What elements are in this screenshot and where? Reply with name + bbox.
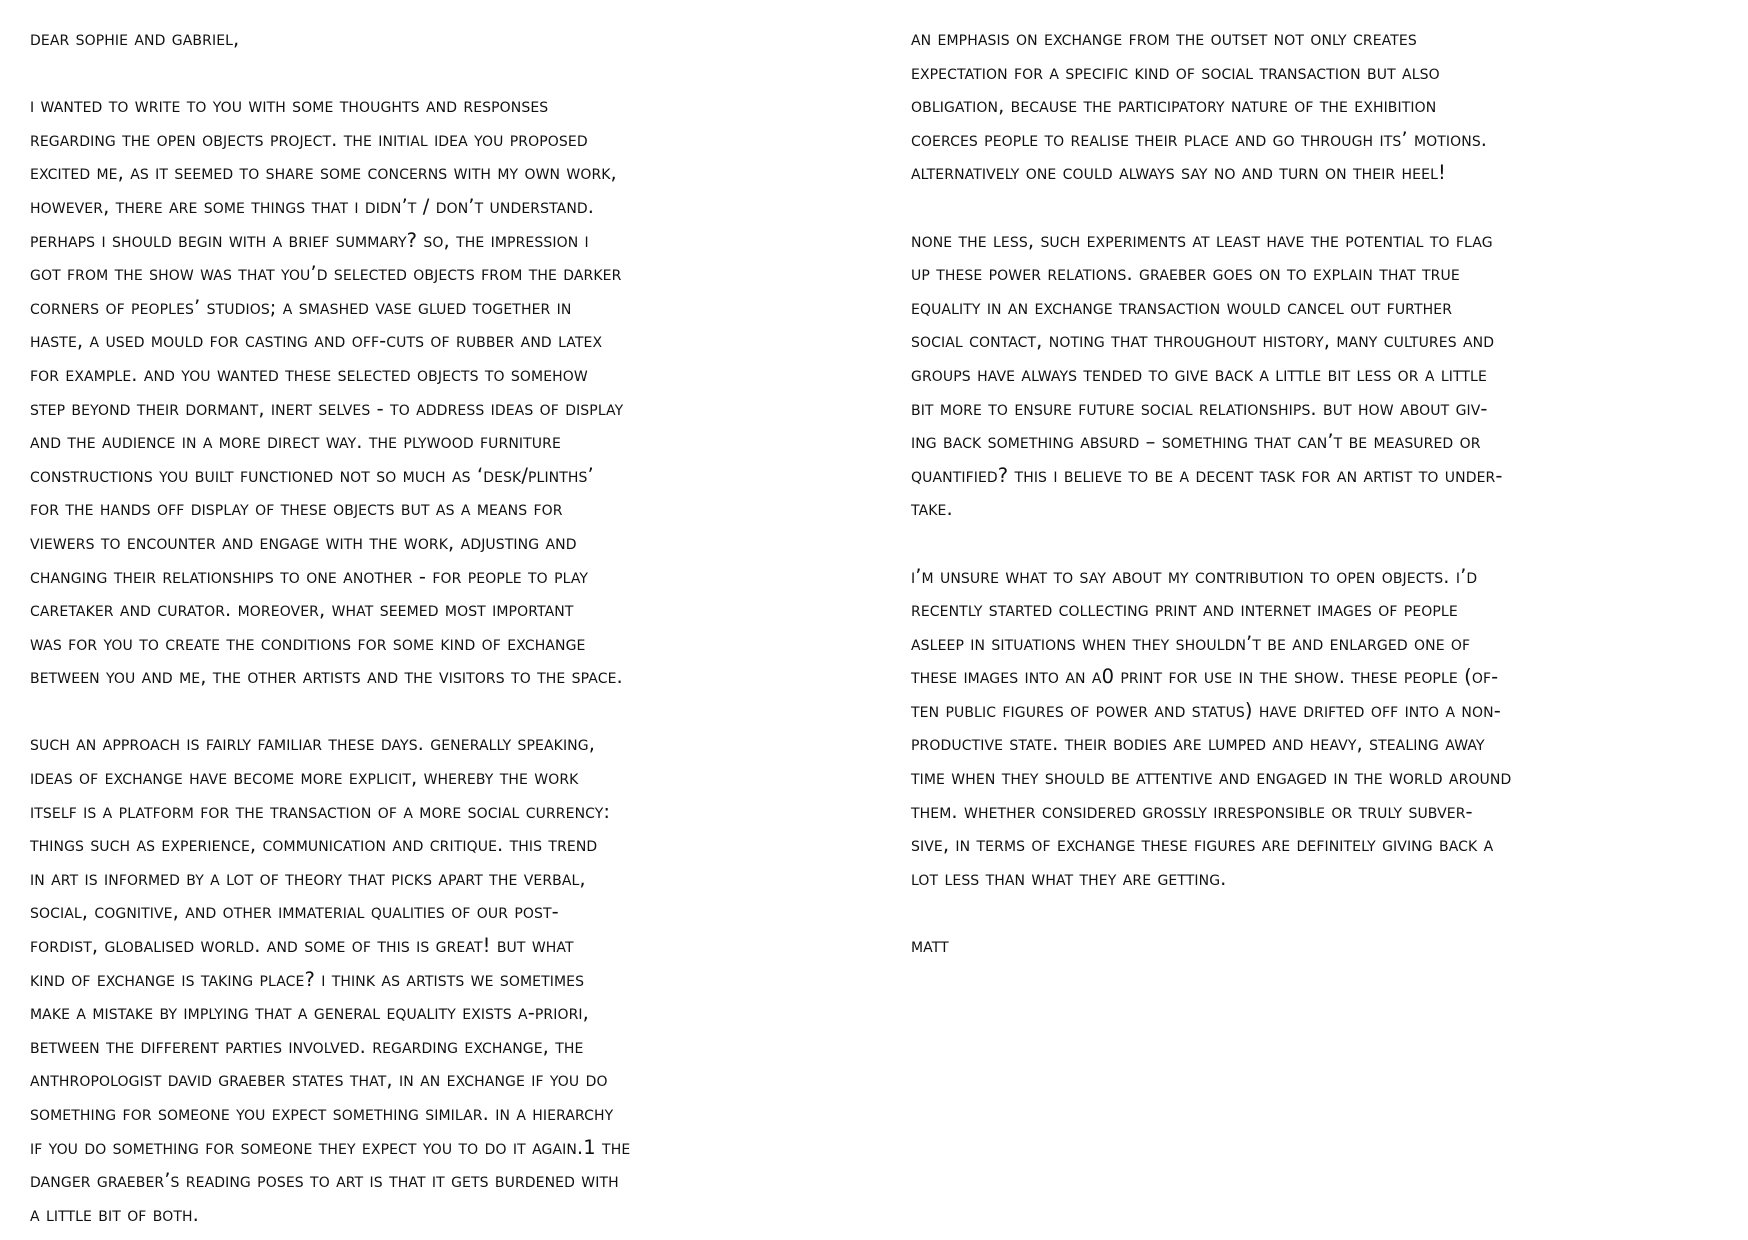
paragraph-emphasis <box>911 22 1741 190</box>
right-column <box>911 22 1741 963</box>
text-line: viewers to encounter and engage with the work, adjusting and <box>30 530 577 554</box>
text-line: for the hands off display of these objects but as a means for <box>30 497 563 521</box>
text-line: expectation for a specific kind of social transaction but also <box>911 60 1440 84</box>
text-line: asleep in situations when they shouldn’t be and enlarged one of <box>911 631 1471 655</box>
text-line: danger graeber’s reading poses to art is that it gets burdened with <box>30 1169 619 1193</box>
paragraph-power-relations <box>911 224 1741 526</box>
text-line: none the less, such experiments at least have the potential to flag <box>911 228 1493 252</box>
text-line: make a mistake by implying that a general equality exists a-priori, <box>30 1001 589 1025</box>
text-line: and the audience in a more direct way. the plywood furniture <box>30 430 561 454</box>
text-line: sive, in terms of exchange these figures are definitely giving back a <box>911 833 1494 857</box>
text-line: obligation, because the participatory nature of the exhibition <box>911 94 1437 118</box>
paragraph-gap <box>30 694 860 728</box>
paragraph-intro <box>30 89 860 694</box>
paragraph-gap <box>911 190 1741 224</box>
text-line: these images into an a0 print for use in the show. these people (of- <box>911 665 1499 689</box>
text-line: a little bit of both. <box>30 1202 199 1226</box>
text-line: haste, a used mould for casting and off-cuts of rubber and latex <box>30 329 603 353</box>
text-line: got from the show was that you’d selected objects from the darker <box>30 262 622 286</box>
left-column <box>30 22 860 1231</box>
text-line: ing back something absurd – something that can’t be measured or <box>911 430 1481 454</box>
text-line: constructions you built functioned not so much as ‘desk/plinths’ <box>30 463 594 487</box>
letter-signature: matt <box>911 934 949 958</box>
paragraph-gap <box>30 56 860 90</box>
text-line: take. <box>911 497 953 521</box>
text-line: if you do something for someone they expect you to do it again.1 the <box>30 1135 631 1159</box>
text-line: anthropologist david graeber states that, in an exchange if you do <box>30 1068 608 1092</box>
text-line: changing their relationships to one another - for people to play <box>30 564 589 588</box>
paragraph-exchange <box>30 727 860 1231</box>
text-line: however, there are some things that i didn’t / don’t understand. <box>30 194 595 218</box>
text-line: ten public figures of power and status) have drifted off into a non- <box>911 698 1501 722</box>
text-line: ideas of exchange have become more explicit, whereby the work <box>30 766 579 790</box>
text-line: excited me, as it seemed to share some concerns with my own work, <box>30 161 617 185</box>
text-line: corners of peoples’ studios; a smashed vase glued together in <box>30 295 572 319</box>
paragraph-gap <box>911 895 1741 929</box>
text-line: coerces people to realise their place and go through its’ motions. <box>911 127 1488 151</box>
text-line: equality in an exchange transaction would cancel out further <box>911 295 1453 319</box>
text-line: social, cognitive, and other immaterial qualities of our post- <box>30 900 559 924</box>
text-line: for example. and you wanted these selected objects to somehow <box>30 362 588 386</box>
text-line: i’m unsure what to say about my contribution to open objects. i’d <box>911 564 1478 588</box>
text-line: things such as experience, communication and critique. this trend <box>30 833 598 857</box>
text-line: alternatively one could always say no and turn on their heel! <box>911 161 1446 185</box>
text-line: groups have always tended to give back a little bit less or a little <box>911 362 1487 386</box>
text-line: something for someone you expect something similar. in a hierarchy <box>30 1102 614 1125</box>
text-line: step beyond their dormant, inert selves - to address ideas of display <box>30 396 624 420</box>
text-line: up these power relations. graeber goes on to explain that true <box>911 262 1460 286</box>
text-line: between the different parties involved. regarding exchange, the <box>30 1034 584 1058</box>
text-line: perhaps i should begin with a brief summary? so, the impression i <box>30 228 589 252</box>
text-line: bit more to ensure future social relationships. but how about giv- <box>911 396 1488 420</box>
text-line: caretaker and curator. moreover, what seemed most important <box>30 598 574 622</box>
paragraph-contribution <box>911 560 1741 896</box>
text-line: quantified? this i believe to be a decent task for an artist to under- <box>911 463 1503 487</box>
text-line: was for you to create the conditions for some kind of exchange <box>30 631 586 655</box>
text-line: itself is a platform for the transaction of a more social currency: <box>30 799 611 823</box>
text-line: an emphasis on exchange from the outset not only creates <box>911 27 1417 50</box>
text-line: lot less than what they are getting. <box>911 866 1227 890</box>
text-line: regarding the open objects project. the initial idea you proposed <box>30 127 588 151</box>
text-line: i wanted to write to you with some thoughts and responses <box>30 94 549 118</box>
text-line: kind of exchange is taking place? i think as artists we sometimes <box>30 967 585 991</box>
text-line: recently started collecting print and internet images of people <box>911 598 1458 622</box>
paragraph-gap <box>911 526 1741 560</box>
text-line: productive state. their bodies are lumped and heavy, stealing away <box>911 732 1485 756</box>
text-line: time when they should be attentive and engaged in the world around <box>911 766 1512 790</box>
text-line: in art is informed by a lot of theory that picks apart the verbal, <box>30 866 586 890</box>
text-line: social contact, noting that throughout history, many cultures and <box>911 329 1495 353</box>
text-line: them. whether considered grossly irresponsible or truly subver- <box>911 799 1473 823</box>
text-line: fordist, globalised world. and some of this is great! but what <box>30 934 574 958</box>
letter-greeting: dear sophie and gabriel, <box>30 27 240 50</box>
text-line: between you and me, the other artists and the visitors to the space. <box>30 665 623 689</box>
text-line: such an approach is fairly familiar these days. generally speaking, <box>30 732 596 756</box>
